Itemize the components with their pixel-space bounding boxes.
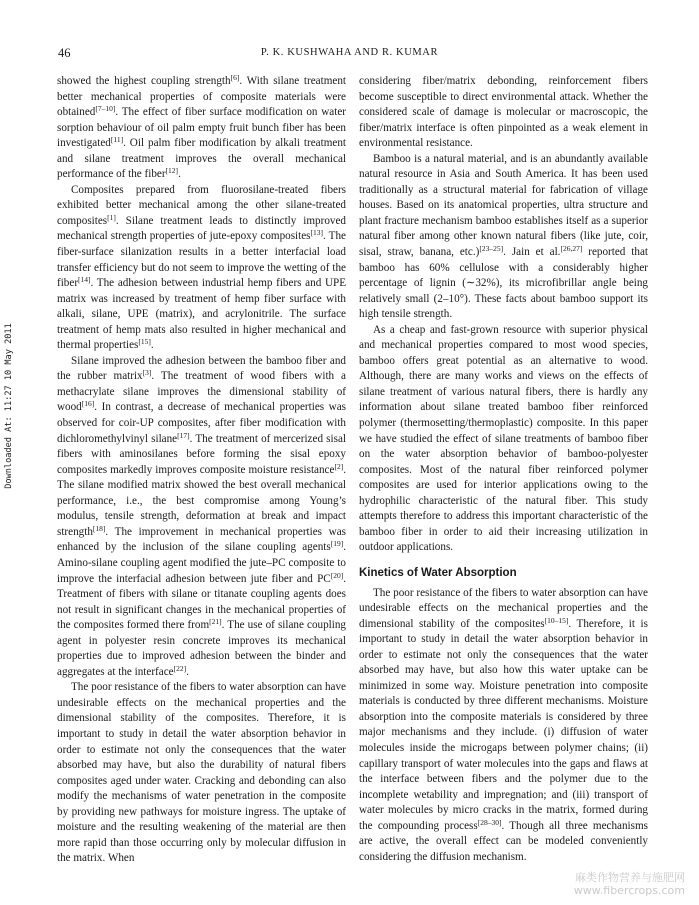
citation-ref: [14] bbox=[78, 275, 91, 285]
download-stamp: Downloaded At: 11:27 10 May 2011 bbox=[4, 323, 14, 489]
citation-ref: [26,27] bbox=[560, 244, 583, 254]
body-paragraph: showed the highest coupling strength[6]. With silane treatment better mechanical properties of composite materials were obtained[7–10]. The effect of fiber surface modification on water sorption behaviour of oil palm empty fruit bunch fiber has been investigated[11]. Oil palm fiber modification by alkali treatment and silane treatment improves the overall mechanical performance of the fiber[12]. bbox=[57, 73, 346, 181]
citation-ref: [1] bbox=[107, 212, 116, 222]
citation-ref: [15] bbox=[138, 337, 151, 347]
body-paragraph: considering fiber/matrix debonding, reinforcement fibers become susceptible to direct environmental attack. Whether the considered scale of damage is molecular or macroscopic, the fiber/matrix interface is often pinpointed as a weak element in environmental resistance. bbox=[359, 75, 648, 150]
watermark-line: 麻类作物营养与施肥网 bbox=[575, 871, 685, 884]
section-heading: Kinetics of Water Absorption bbox=[359, 566, 517, 579]
citation-ref: [7–10] bbox=[95, 104, 116, 114]
citation-ref: [2] bbox=[334, 461, 344, 471]
body-paragraph: Bamboo is a natural material, and is an abundantly available natural resource in Asia and South America. It has been used traditionally as a structural material for fabrication of village houses. Based on its anatomical properties, ultra structure and plant fracture mechanism bamboo establishes itself as a superior natural fiber among other known natural fibers (like jute, coir, sisal, straw, banana, etc.)[23–25]. Jain et al.[26,27] reported that bamboo has 60% cellulose with a considerably higher percentage of lignin (∼32%), its microfibrillar angle being relatively small (2–10°). These facts about bamboo support its high tensile strength. bbox=[359, 152, 649, 321]
page-number: 46 bbox=[58, 46, 71, 60]
citation-ref: [18] bbox=[92, 523, 106, 533]
citation-ref: [23–25] bbox=[479, 244, 504, 254]
citation-ref: [16] bbox=[81, 399, 95, 409]
watermark-line: www.fibercrops.com bbox=[573, 884, 685, 897]
citation-ref: [10–15] bbox=[544, 615, 569, 625]
citation-ref: [20] bbox=[330, 570, 344, 580]
body-paragraph: As a cheap and fast-grown resource with superior physical and mechanical properties compared to most wood species, bamboo offers great potential as an alternative to wood. Although, there are many works and views on the effects of silane treatment of various natural fibers, there is hardly any information about silane treated bamboo fiber reinforced polymer (thermosetting/thermoplastic) composite. In this paper we have studied the effect of silane treatments of bamboo fiber on the water absorption behavior of bamboo-polyester composites. Most of the natural fiber reinforced polymer composites are used for interior applications owing to the hydrophilic characteristic of the natural fiber. This study attempts therefore to address this important characteristic of the bamboo fiber in order to aid their increasing utilization in outdoor applications. bbox=[359, 323, 648, 554]
citation-ref: [21] bbox=[209, 617, 222, 627]
left-column bbox=[57, 74, 346, 867]
right-column-intro bbox=[359, 74, 648, 556]
citation-ref: [3] bbox=[142, 368, 152, 378]
citation-ref: [19] bbox=[330, 539, 344, 549]
body-paragraph: Composites prepared from fluorosilane-treated fibers exhibited better mechanical among the other silane-treated composites[1]. Silane treatment leads to distinctly improved mechanical strength properties of jute-epoxy composites[13]. The fiber-surface silanization results in a better interfacial load transfer efficiency but do not seem to improve the wetting of the fiber[14]. The adhesion between industrial hemp fibers and UPE matrix was increased by treatment of hemp fiber surface with alkali, silane, UPE (matrix), and acrylonitrile. The surface treatment of hemp mats also resulted in higher mechanical and thermal properties[15]. bbox=[57, 183, 346, 352]
citation-ref: [11] bbox=[110, 135, 124, 145]
citation-ref: [13] bbox=[310, 228, 324, 238]
right-column-body bbox=[359, 586, 648, 866]
body-paragraph: The poor resistance of the fibers to water absorption can have undesirable effects on the mechanical properties and the dimensional stability of the composites[10–15]. Therefore, it is important to study in detail the water absorption behavior in order to estimate not only the consequences that the water absorbed may have, but also how this water uptake can be minimized in some way. Moisture penetration into composite materials is conducted by three different mechanisms. Moisture absorption into the composite materials is considered by three major mechanisms and they include. (i) diffusion of water molecules inside the microgaps between polymer chains; (ii) capillary transport of water molecules into the gaps and flaws at the interface between fibers and the polymer due to the incomplete wetability and impregnation; and (iii) transport of water molecules by micro cracks in the matrix, formed during the compounding process[28–30]. Though all three mechanisms are active, the overall effect can be modeled conveniently considering the diffusion mechanism. bbox=[359, 586, 648, 863]
citation-ref: [28–30] bbox=[477, 817, 502, 827]
right-column bbox=[359, 74, 648, 865]
site-watermark bbox=[574, 871, 685, 897]
running-head: P. K. KUSHWAHA AND R. KUMAR bbox=[260, 47, 439, 58]
page-header bbox=[0, 46, 699, 62]
citation-ref: [22] bbox=[173, 663, 187, 673]
body-paragraph: Silane improved the adhesion between the bamboo fiber and the rubber matrix[3]. The treatment of wood fibers with a methacrylate silane improves the dimensional stability of wood[16]. In contrast, a decrease of mechanical properties was observed for coir-UP composites, after fiber modification with dichloromethylvinyl silane[17]. The treatment of mercerized sisal fibers with aminosilanes before forming the sisal epoxy composites markedly improves composite moisture resistance[2]. The silane modified matrix showed the best overall mechanical performance, i.e., the best compromise among Young’s modulus, tensile strength, deformation at break and impact strength[18]. The improvement in mechanical properties was enhanced by the inclusion of the silane coupling agents[19]. Amino-silane coupling agent modified the jute–PC composite to improve the interfacial adhesion between jute fiber and PC[20]. Treatment of fibers with silane or titanate coupling agents does not result in significant changes in the mechanical properties of the composites formed there from[21]. The use of silane coupling agent in polyester resin concrete improves its mechanical properties due to improved adhesion between the binder and aggregates at the interface[22]. bbox=[57, 354, 346, 678]
body-paragraph: The poor resistance of the fibers to water absorption can have undesirable effects on the mechanical properties and the dimensional stability of the composites. Therefore, it is important to study in detail the water absorption behavior in order to estimate not only the consequences that the water absorbed may have, but also the durability of natural fibers composites aged under water. Cracking and debonding can also modify the mechanisms of water penetration in the composite by providing new pathways for moisture ingress. The uptake of moisture and the resulting weakening of the material are then more rapid than those occurring only by molecular diffusion in the matrix. When bbox=[57, 681, 346, 865]
citation-ref: [6] bbox=[230, 73, 240, 82]
citation-ref: [12] bbox=[165, 166, 179, 176]
citation-ref: [17] bbox=[177, 430, 190, 440]
